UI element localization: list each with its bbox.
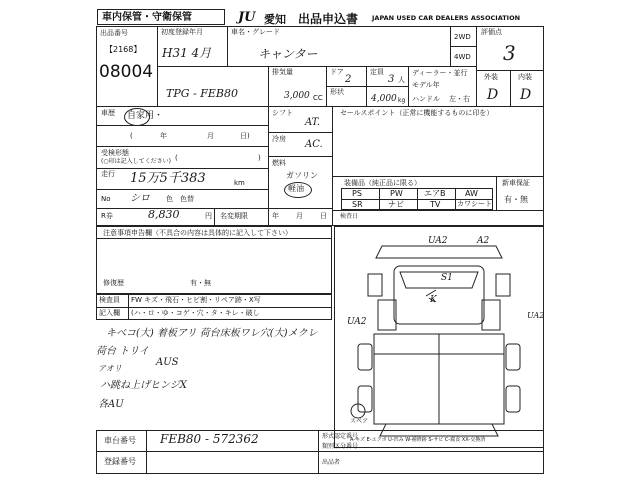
note-line-2: 荷台 トリイ xyxy=(96,346,149,357)
form-item-1: 形式認定番号 xyxy=(322,433,359,440)
mileage-unit: km xyxy=(234,179,245,187)
diag-label-s1: S1 xyxy=(441,273,453,283)
reg-label: 登録番号 xyxy=(104,457,136,466)
lot-code: 【2168】 xyxy=(105,45,142,54)
grade-label: 評価点 xyxy=(481,28,502,36)
name-change-year: 年 xyxy=(272,212,279,220)
equip-airbag: エアB xyxy=(424,189,446,198)
history-label: 受検形態 xyxy=(101,149,129,157)
weight-unit: kg xyxy=(398,97,406,104)
repair-value: 有・無 xyxy=(190,279,211,287)
handle-options: 左・右 xyxy=(449,95,470,103)
color-value: シロ xyxy=(130,193,150,204)
entry-label: 記入欄 xyxy=(99,309,120,317)
chassis-label: 車台番号 xyxy=(104,436,136,445)
recycle-value: 8,830 xyxy=(148,208,180,221)
inspector-label: 検査員 xyxy=(99,296,120,304)
mileage-label: 走行 xyxy=(101,170,115,178)
drive-2wd: 2WD xyxy=(454,33,471,41)
model-year-label: モデル年 xyxy=(412,81,440,89)
lot-number: 08004 xyxy=(99,62,154,82)
displacement-unit: CC xyxy=(313,94,323,102)
new-car-warranty-value: 有・無 xyxy=(504,195,528,204)
model-type-value: TPG - FEB80 xyxy=(166,87,238,100)
capacity-unit: 人 xyxy=(398,76,405,84)
equipment-label: 装備品（純正品に限る） xyxy=(344,179,421,187)
use-label: 車歴 xyxy=(101,109,115,117)
shift-value: AT. xyxy=(305,117,321,128)
date-year: 年 xyxy=(160,132,167,140)
equip-ps: PS xyxy=(352,189,362,198)
name-change-day: 日 xyxy=(320,212,327,220)
drive-4wd: 4WD xyxy=(454,53,471,61)
ac-label: 冷房 xyxy=(272,135,286,143)
equip-aw: AW xyxy=(465,189,478,198)
association-name: JAPAN USED CAR DEALERS ASSOCIATION xyxy=(372,14,521,22)
stamp-label: 出品者 xyxy=(322,459,341,466)
sales-point-label: セールスポイント（正常に機能するものに印を） xyxy=(340,109,494,117)
weight-value: 4,000 xyxy=(371,94,397,104)
shape-label: 形状 xyxy=(330,88,344,96)
interior-grade: D xyxy=(520,87,532,103)
equip-sr: SR xyxy=(352,200,363,209)
grade-value: 3 xyxy=(503,41,516,65)
inspection-label: 検査日 xyxy=(340,213,359,220)
color-change-label: 色替 xyxy=(180,195,194,203)
storage-label: 車内保管・守衛保管 xyxy=(102,12,192,23)
note-line-3: アオリ xyxy=(98,364,122,373)
note-line-6: 各AU xyxy=(98,399,124,410)
fuel-value: ガソリン xyxy=(286,171,318,180)
form-title: 出品申込書 xyxy=(298,12,359,26)
repair-label: 修復歴 xyxy=(103,279,124,287)
capacity-value: 3 xyxy=(388,74,395,85)
diag-label-ua2-left: UA2 xyxy=(347,317,367,327)
prefecture-label: 愛知 xyxy=(264,13,286,26)
equip-tv: TV xyxy=(430,200,441,209)
exterior-grade: D xyxy=(487,87,499,103)
name-change-label: 名変期限 xyxy=(220,212,248,220)
damage-legend: A-キズ E-エクボ U-凹み W-補修跡 S-サビ C-腐食 XX-交換済 xyxy=(350,437,486,443)
spare-label: スペア xyxy=(350,418,369,425)
fuel-circled: 軽油 xyxy=(288,184,304,193)
date-prefix: ( xyxy=(130,132,133,140)
use-value: 自家用・ xyxy=(127,111,164,121)
note-line-4: AUS xyxy=(156,357,179,368)
recycle-label: R券 xyxy=(101,212,113,220)
dealer-label: ディーラー・並行 xyxy=(412,69,468,77)
lot-label: 出品番号 xyxy=(100,29,128,37)
entry-items: (ハ・ロ・ゆ・コゲ・穴・タ・キレ・破し xyxy=(131,309,260,317)
inspector-items: FW キズ・飛石・ヒビ割・リペア跡・X写 xyxy=(131,296,261,304)
ac-value: AC. xyxy=(305,139,323,150)
ju-logo: JU xyxy=(238,10,256,25)
no-label: No xyxy=(101,195,111,203)
displacement-label: 排気量 xyxy=(272,68,293,76)
new-car-warranty-label: 新車保証 xyxy=(502,179,530,187)
shift-label: シフト xyxy=(272,109,293,117)
first-reg-value: H31 4月 xyxy=(162,46,212,60)
car-diagram xyxy=(334,226,544,448)
equip-navi: ナビ xyxy=(388,200,404,209)
door-value: 2 xyxy=(345,74,352,85)
diag-label-ua2-front: UA2 xyxy=(428,236,448,246)
diag-label-ua2-right: UA2 xyxy=(527,311,545,320)
mileage-value: 15万5千383 xyxy=(130,171,206,186)
date-day: 日) xyxy=(240,132,250,140)
note-line-1: キベコ(大) 着板アリ 荷台床板ワレ穴(大)メクレ xyxy=(106,328,318,339)
declaration-label: 注意事項申告欄（不具合の内容は具体的に記入して下さい） xyxy=(103,229,292,237)
displacement-value: 3,000 xyxy=(284,91,310,101)
date-month: 月 xyxy=(207,132,214,140)
interior-label: 内装 xyxy=(518,73,532,81)
color-label: 色 xyxy=(166,195,173,203)
fuel-label: 燃料 xyxy=(272,159,286,167)
paren-close: ) xyxy=(258,154,261,162)
door-label: ドア xyxy=(330,68,344,76)
paren-open: ( xyxy=(175,154,178,162)
form-item-2: 類別区分番号 xyxy=(322,443,359,450)
equip-pw: PW xyxy=(390,189,403,198)
diag-label-a2: A2 xyxy=(477,236,490,246)
note-line-5: ハ跳ね上げヒンジX xyxy=(100,380,187,391)
first-reg-label: 初度登録年月 xyxy=(161,28,203,36)
equip-leather: カワシート xyxy=(457,200,492,208)
model-value: キャンター xyxy=(258,47,318,61)
diag-label-k: K xyxy=(430,295,437,305)
capacity-label: 定員 xyxy=(370,68,384,76)
chassis-value: FEB80 - 572362 xyxy=(160,432,259,446)
exterior-label: 外装 xyxy=(484,73,498,81)
history-note: (○印は記入してください) xyxy=(101,158,171,165)
handle-label: ハンドル xyxy=(412,95,440,103)
recycle-unit: 円 xyxy=(205,212,212,220)
name-change-month: 月 xyxy=(296,212,303,220)
model-label: 車名・グレード xyxy=(231,28,280,36)
